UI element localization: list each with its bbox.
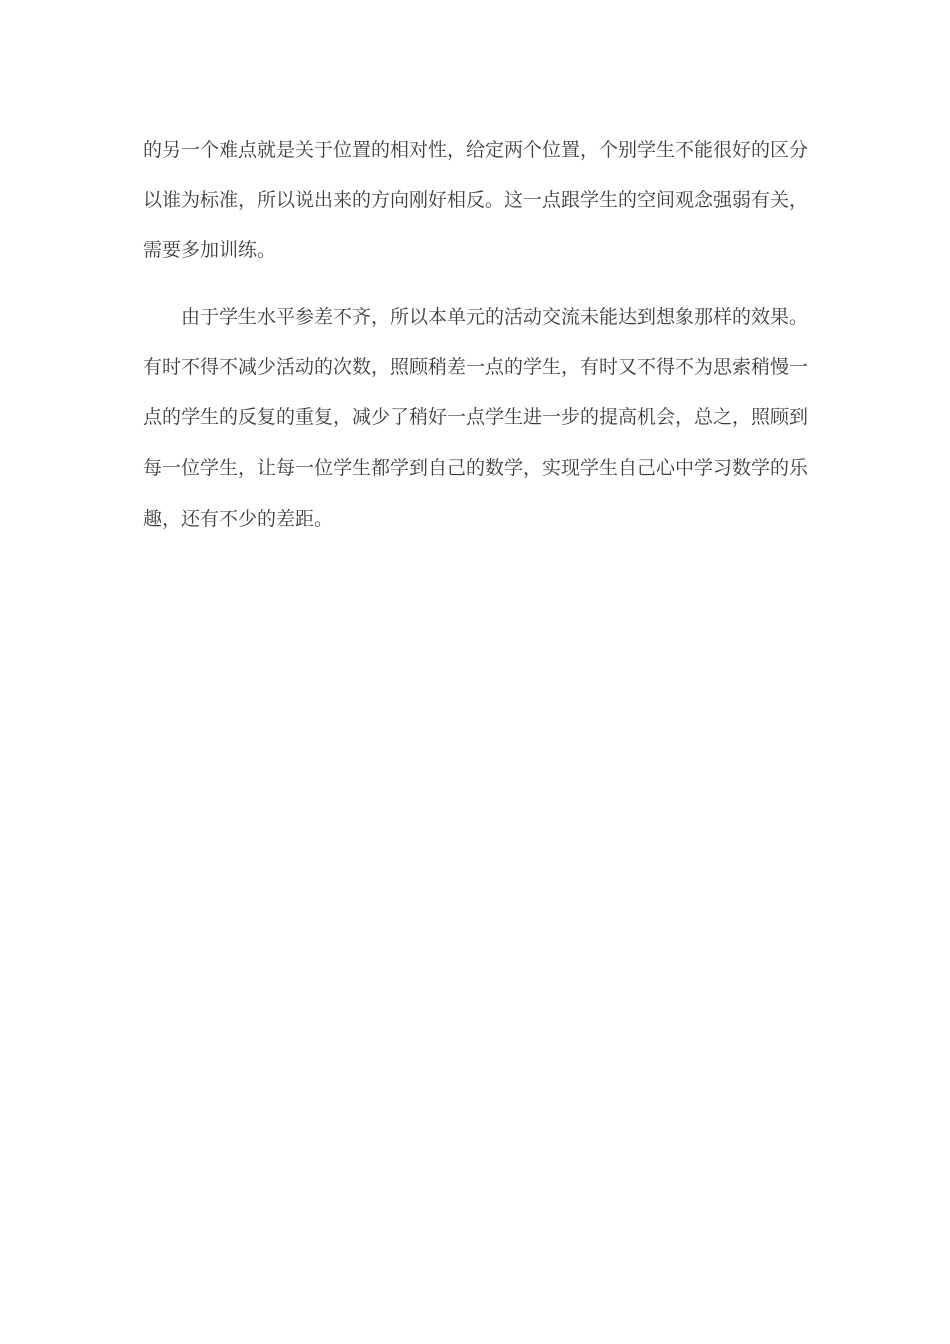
paragraph-1-line-3: 需要多加训练。 [143, 239, 277, 261]
paragraph-2-line-1: 由于学生水平参差不齐，所以本单元的活动交流未能达到想象那样的效果。 [181, 306, 809, 328]
paragraph-2-line-2: 有时不得不减少活动的次数，照顾稍差一点的学生，有时又不得不为思索稍慢一 [143, 356, 809, 378]
paragraph-1-line-2: 以谁为标准，所以说出来的方向刚好相反。这一点跟学生的空间观念强弱有关， [143, 189, 809, 211]
paragraph-2-line-4: 每一位学生，让每一位学生都学到自己的数学，实现学生自己心中学习数学的乐 [143, 457, 809, 479]
paragraph-2-line-3: 点的学生的反复的重复，减少了稍好一点学生进一步的提高机会，总之，照顾到 [143, 406, 809, 428]
paragraph-2-line-5: 趣，还有不少的差距。 [143, 508, 334, 530]
paragraph-1-line-1: 的另一个难点就是关于位置的相对性，给定两个位置，个别学生不能很好的区分 [143, 139, 809, 161]
